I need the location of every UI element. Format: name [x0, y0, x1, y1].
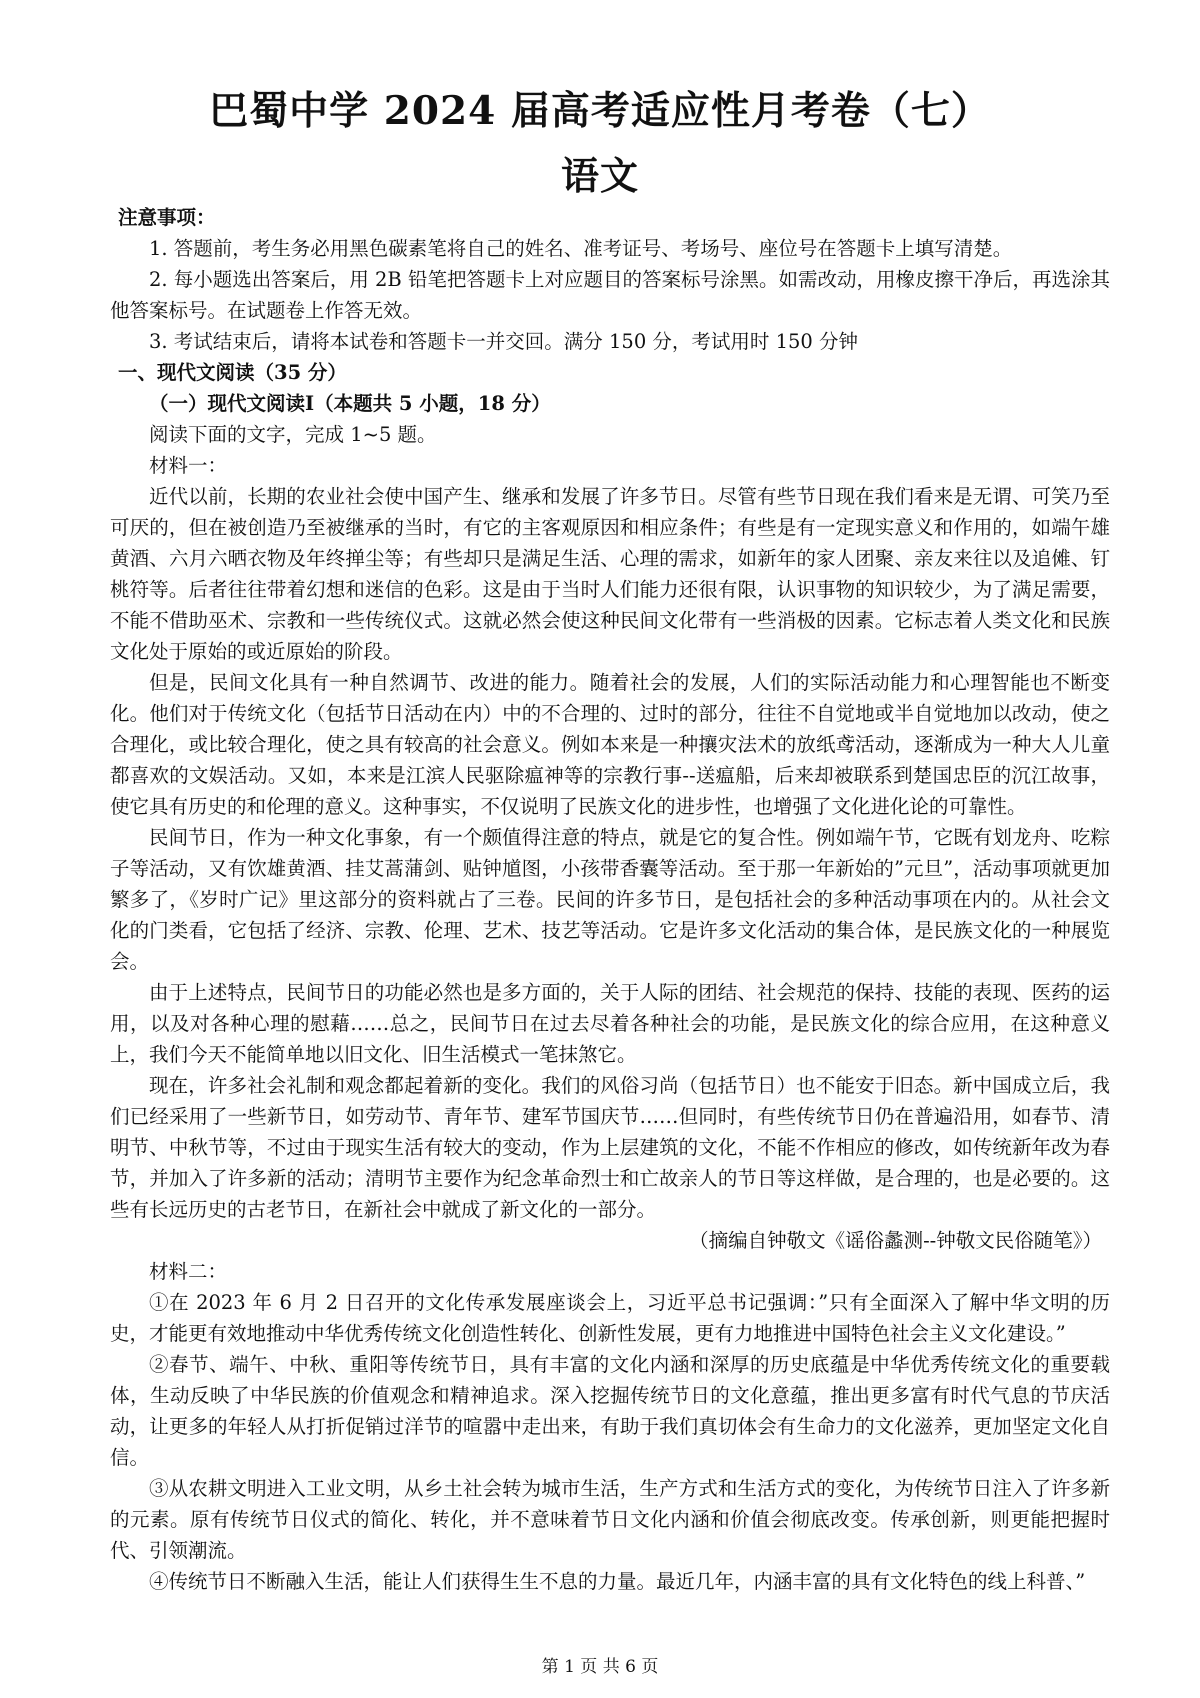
material1-source: （摘编自钟敬文《谣俗蠡测--钟敬文民俗随笔》） — [689, 1229, 1102, 1252]
material1-paragraph: 但是，民间文化具有一种自然调节、改进的能力。随着社会的发展，人们的实际活动能力和心理智能也不断变化。他们对于传统文化（包括节日活动在内）中的不合理的、过时的部分，往往不自觉地或半自觉地加以改动，使之合理化，或比较合理化，使之具有较高的社会意义。例如本来是一种攘灾法术的放纸鸢活动，逐渐成为一种大人儿童都喜欢的文娱活动。又如，本来是江滨人民驱除瘟神等的宗教行事--送瘟船，后来却被联系到楚国忠臣的沉江故事，使它具有历史的和伦理的意义。这种事实，不仅说明了民族文化的进步性，也增强了文化进化论的可靠性。 — [110, 671, 1110, 818]
exam-title: 巴蜀中学 2024 届高考适应性月考卷（七） — [209, 88, 991, 134]
instruction: 阅读下面的文字，完成 1~5 题。 — [149, 423, 437, 446]
material1-label: 材料一： — [149, 454, 228, 477]
notice-item: 3. 考试结束后，请将本试卷和答题卡一并交回。满分 150 分，考试用时 150 分钟 — [149, 330, 859, 353]
notice-item: 1. 答题前，考生务必用黑色碳素笔将自己的姓名、准考证号、考场号、座位号在答题卡上填写清楚。 — [149, 237, 1013, 260]
material1-paragraph: 民间节日，作为一种文化事象，有一个颇值得注意的特点，就是它的复合性。例如端午节，它既有划龙舟、吃粽子等活动，又有饮雄黄酒、挂艾蒿蒲剑、贴钟馗图，小孩带香囊等活动。至于那一年新始的”元旦”，活动事项就更加繁多了，《岁时广记》里这部分的资料就占了三卷。民间的许多节日，是包括社会的多种活动事项在内的。从社会文化的门类看，它包括了经济、宗教、伦理、艺术、技艺等活动。它是许多文化活动的集合体，是民族文化的一种展览会。 — [110, 826, 1110, 973]
material1-paragraph: 由于上述特点，民间节日的功能必然也是多方面的，关于人际的团结、社会规范的保持、技能的表现、医药的运用，以及对各种心理的慰藉……总之，民间节日在过去尽着各种社会的功能，是民族文化的综合应用，在这种意义上，我们今天不能简单地以旧文化、旧生活模式一笔抹煞它。 — [110, 981, 1110, 1066]
material1-paragraph: 现在，许多社会礼制和观念都起着新的变化。我们的风俗习尚（包括节日）也不能安于旧态。新中国成立后，我们已经采用了一些新节日，如劳动节、青年节、建军节国庆节……但同时，有些传统节日仍在普遍沿用，如春节、清明节、中秋节等，不过由于现实生活有较大的变动，作为上层建筑的文化，不能不作相应的修改，如传统新年改为春节，并加入了许多新的活动；清明节主要作为纪念革命烈士和亡故亲人的节日等这样做，是合理的，也是必要的。这些有长远历史的古老节日，在新社会中就成了新文化的一部分。 — [110, 1074, 1110, 1221]
material2-paragraph: ③从农耕文明进入工业文明，从乡土社会转为城市生活，生产方式和生活方式的变化，为传统节日注入了许多新的元素。原有传统节日仪式的简化、转化，并不意味着节日文化内涵和价值会彻底改变。传承创新，则更能把握时代、引领潮流。 — [110, 1477, 1110, 1562]
material2-paragraph: ①在 2023 年 6 月 2 日召开的文化传承发展座谈会上，习近平总书记强调：”只有全面深入了解中华文明的历史，才能更有效地推动中华优秀传统文化创造性转化、创新性发展，更有力地推进中国特色社会主义文化建设。” — [110, 1291, 1110, 1345]
subsection-heading: （一）现代文阅读Ⅰ（本题共 5 小题，18 分） — [149, 392, 551, 415]
material2-paragraph: ④传统节日不断融入生活，能让人们获得生生不息的力量。最近几年，内涵丰富的具有文化特色的线上科普、” — [149, 1570, 1086, 1593]
section-heading: 一、现代文阅读（35 分） — [118, 361, 347, 384]
exam-body — [110, 202, 1110, 1597]
material1-paragraph: 近代以前，长期的农业社会使中国产生、继承和发展了许多节日。尽管有些节日现在我们看来是无谓、可笑乃至可厌的，但在被创造乃至被继承的当时，有它的主客观原因和相应条件；有些是有一定现实意义和作用的，如端午雄黄酒、六月六晒衣物及年终掸尘等；有些却只是满足生活、心理的需求，如新年的家人团聚、亲友来往以及追傩、钉桃符等。后者往往带着幻想和迷信的色彩。这是由于当时人们能力还很有限，认识事物的知识较少，为了满足需要，不能不借助巫术、宗教和一些传统仪式。这就必然会使这种民间文化带有一些消极的因素。它标志着人类文化和民族文化处于原始的或近原始的阶段。 — [110, 485, 1110, 663]
subject-title: 语文 — [560, 153, 639, 198]
material2-paragraph: ②春节、端午、中秋、重阳等传统节日，具有丰富的文化内涵和深厚的历史底蕴是中华优秀传统文化的重要载体，生动反映了中华民族的价值观念和精神追求。深入挖掘传统节日的文化意蕴，推出更多富有时代气息的节庆活动，让更多的年轻人从打折促销过洋节的喧嚣中走出来，有助于我们真切体会有生命力的文化滋养，更加坚定文化自信。 — [110, 1353, 1110, 1469]
material2-label: 材料二： — [149, 1260, 228, 1283]
notice-heading: 注意事项： — [118, 206, 216, 229]
page-number: 第 1 页 共 6 页 — [541, 1657, 659, 1677]
notice-item: 2. 每小题选出答案后，用 2B 铅笔把答题卡上对应题目的答案标号涂黑。如需改动，用橡皮擦干净后，再选涂其他答案标号。在试题卷上作答无效。 — [110, 268, 1110, 322]
